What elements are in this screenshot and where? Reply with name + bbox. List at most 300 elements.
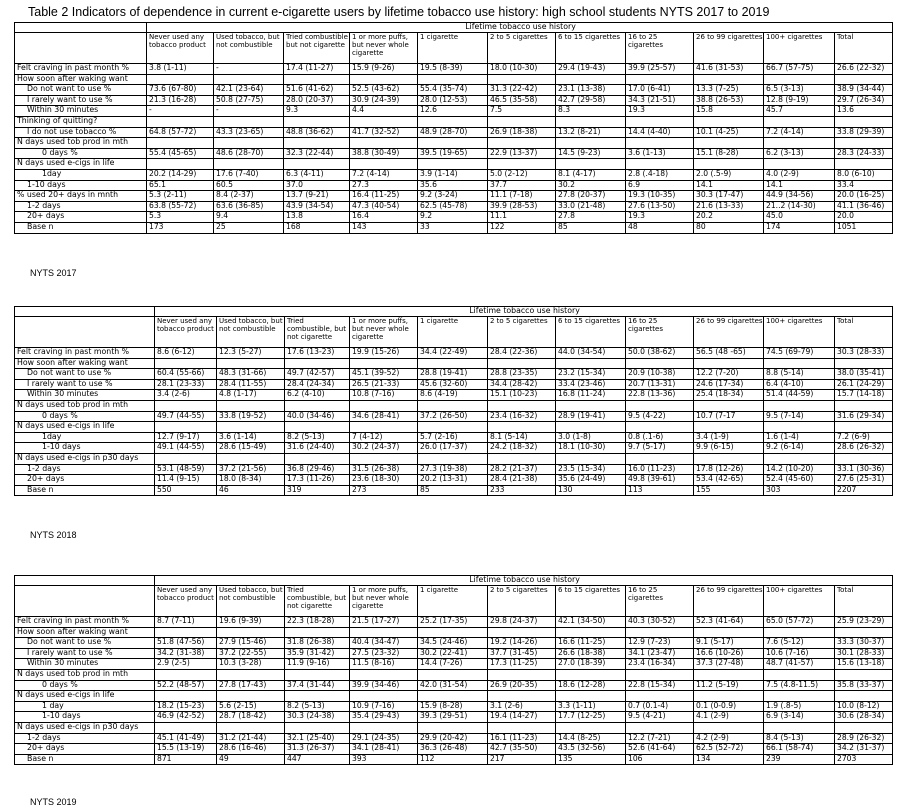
table-cell: 29.7 (26-34) [835, 95, 893, 106]
table-cell: 28.6 (16-46) [217, 744, 285, 755]
row-label: N days used e-cigs in p30 days [15, 453, 155, 464]
table-cell: 33.4 (23-46) [556, 379, 626, 390]
table-row [15, 358, 893, 369]
table-cell [418, 358, 488, 369]
table-cell [350, 669, 418, 680]
table-cell: 23.2 (15-34) [556, 369, 626, 380]
table-cell: 3.1 (2-6) [488, 701, 556, 712]
table-cell: 30.9 (24-39) [350, 95, 418, 106]
table-cell: 11.4 (9-15) [155, 475, 217, 486]
table-cell: 26.6 (22-32) [835, 64, 893, 75]
table-cell: 28.0 (12-53) [418, 95, 488, 106]
table-cell: 8.0 (6-10) [835, 169, 893, 180]
table-cell: 19.3 [626, 106, 694, 117]
table-cell: 42.1 (34-50) [556, 617, 626, 628]
table-cell: 18.1 (10-30) [556, 443, 626, 454]
table-cell: 51.8 (47-56) [155, 638, 217, 649]
table-cell [155, 722, 217, 733]
table-cell: 18.2 (15-23) [155, 701, 217, 712]
table-cell: 15.8 [694, 106, 764, 117]
table-cell: 44.0 (34-54) [556, 348, 626, 359]
table-cell [835, 74, 893, 85]
table-row [15, 212, 893, 223]
row-label: 1-2 days [15, 464, 155, 475]
table-cell: 45.6 (32-60) [418, 379, 488, 390]
table-cell: 10.3 (3-28) [217, 659, 285, 670]
table-cell: 28.1 (23-33) [155, 379, 217, 390]
table-cell [488, 400, 556, 411]
table-cell: 53.1 (48-59) [155, 464, 217, 475]
table-cell: 44.9 (34-56) [764, 191, 835, 202]
table-cell: 52.5 (43-62) [350, 85, 418, 96]
table-cell: 60.5 [214, 180, 284, 191]
corner-cell [15, 23, 147, 33]
table-cell: 39.9 (25-57) [626, 64, 694, 75]
table-cell: 9.5 (7-14) [764, 411, 835, 422]
table-cell [488, 116, 556, 127]
table-cell: 65.0 (57-72) [764, 617, 835, 628]
table-row [15, 390, 893, 401]
table-cell: 21.3 (16-28) [147, 95, 214, 106]
table-cell: 14.2 (10-20) [764, 464, 835, 475]
row-label: 1-2 days [15, 201, 147, 212]
table-cell [350, 116, 418, 127]
table-cell: 30.2 (22-41) [418, 648, 488, 659]
table-row [15, 453, 893, 464]
table-cell: 10.0 (8-12) [835, 701, 893, 712]
table-cell: 22.3 (18-28) [285, 617, 350, 628]
table-cell: 38.0 (35-41) [835, 369, 893, 380]
table-cell [556, 74, 626, 85]
column-header: 6 to 15 cigarettes [556, 317, 626, 348]
table-cell [694, 691, 764, 702]
table-cell: 48.8 (36-62) [284, 127, 350, 138]
table-cell: 9.5 (4-22) [626, 411, 694, 422]
table-cell [285, 400, 350, 411]
table-cell: 8.7 (7-11) [155, 617, 217, 628]
column-header: 16 to 25 cigarettes [626, 317, 694, 348]
table-cell [764, 669, 835, 680]
table-cell: 26.9 (20-35) [488, 680, 556, 691]
table-cell: 31.6 (24-40) [285, 443, 350, 454]
table-cell [626, 159, 694, 170]
table-cell: 871 [155, 754, 217, 765]
table-cell: 130 [556, 485, 626, 496]
column-header: Total [835, 586, 893, 617]
table-cell [488, 691, 556, 702]
table-cell: 9.5 (4-21) [626, 712, 694, 723]
table-cell: 43.9 (34-54) [284, 201, 350, 212]
table-cell: 56.5 (48 -65) [694, 348, 764, 359]
table-row [15, 379, 893, 390]
table-cell [155, 669, 217, 680]
table-cell [147, 159, 214, 170]
table-cell [694, 138, 764, 149]
table-cell: 17.7 (12-25) [556, 712, 626, 723]
table-row [15, 348, 893, 359]
table-cell [556, 400, 626, 411]
table-cell: 9.1 (5-17) [694, 638, 764, 649]
table-row [15, 443, 893, 454]
table-cell: 35.6 (24-49) [556, 475, 626, 486]
row-label: 1-2 days [15, 733, 155, 744]
table-cell: 33.3 (30-37) [835, 638, 893, 649]
table-cell: 10.6 (7-16) [764, 648, 835, 659]
table-row [15, 691, 893, 702]
table-cell: - [147, 106, 214, 117]
table-cell [626, 669, 694, 680]
table-cell: 28.6 (26-32) [835, 443, 893, 454]
row-label: 0 days % [15, 680, 155, 691]
table-cell [350, 358, 418, 369]
table-cell: 38.8 (26-53) [694, 95, 764, 106]
table-cell: 3.6 (1-13) [626, 148, 694, 159]
table-cell: 16.6 (11-25) [556, 638, 626, 649]
row-label: Thinking of quitting? [15, 116, 147, 127]
table-cell: 49.7 (44-55) [155, 411, 217, 422]
table-cell: 2207 [835, 485, 893, 496]
column-header: 6 to 15 cigarettes [556, 33, 626, 64]
table-cell [284, 159, 350, 170]
row-label: Base n [15, 485, 155, 496]
table-cell: 29.8 (24-37) [488, 617, 556, 628]
table-cell: 3.8 (1-11) [147, 64, 214, 75]
table-cell: 19.2 (14-26) [488, 638, 556, 649]
table-row [15, 400, 893, 411]
table-cell: 29.4 (19-43) [556, 64, 626, 75]
row-label: Do not want to use % [15, 369, 155, 380]
column-header: 26 to 99 cigarettes [694, 33, 764, 64]
table-cell: 8.1 (5-14) [488, 432, 556, 443]
table-cell [694, 722, 764, 733]
table-cell: 16.0 (11-23) [626, 464, 694, 475]
table-cell: 9.9 (6-15) [694, 443, 764, 454]
table-cell [694, 453, 764, 464]
table-cell: 1.9 (.8-5) [764, 701, 835, 712]
table-cell [147, 116, 214, 127]
row-label: 1day [15, 432, 155, 443]
table-cell [418, 627, 488, 638]
table-cell: 31.3 (26-37) [285, 744, 350, 755]
table-cell: 31.8 (26-38) [285, 638, 350, 649]
group-header: Lifetime tobacco use history [155, 307, 893, 317]
table-cell: 52.6 (41-64) [626, 744, 694, 755]
table-cell: 85 [556, 222, 626, 233]
column-header-row [15, 317, 893, 348]
row-label: 1day [15, 169, 147, 180]
column-header-row [15, 586, 893, 617]
table-cell: 42.1 (23-64) [214, 85, 284, 96]
table-cell: 73.6 (67-80) [147, 85, 214, 96]
table-cell [217, 722, 285, 733]
table-cell [214, 138, 284, 149]
table-cell: 15.1 (8-28) [694, 148, 764, 159]
table-cell: 28.9 (19-41) [556, 411, 626, 422]
row-label: I rarely want to use % [15, 648, 155, 659]
table-cell: 42.7 (35-50) [488, 744, 556, 755]
column-header-row [15, 33, 893, 64]
table-cell: 113 [626, 485, 694, 496]
row-label: How soon after waking want [15, 627, 155, 638]
table-cell: 143 [350, 222, 418, 233]
table-cell: 14.4 (8-25) [556, 733, 626, 744]
table-row [15, 191, 893, 202]
table-cell: 447 [285, 754, 350, 765]
table-cell [556, 358, 626, 369]
table-cell: 33.4 [835, 180, 893, 191]
table-cell: 17.4 (11-27) [284, 64, 350, 75]
table-cell [764, 722, 835, 733]
table-cell: 26.6 (18-38) [556, 648, 626, 659]
table-cell [835, 159, 893, 170]
table-cell: 19.4 (14-27) [488, 712, 556, 723]
table-cell: 49 [217, 754, 285, 765]
table-cell: 55.4 (35-74) [418, 85, 488, 96]
table-cell: 34.1 (23-47) [626, 648, 694, 659]
table-cell: 42.0 (31-54) [418, 680, 488, 691]
table-cell: 11.9 (9-16) [285, 659, 350, 670]
table-cell: 13.3 (7-25) [694, 85, 764, 96]
table-cell: 30.6 (28-34) [835, 712, 893, 723]
table-cell: 49.7 (42-57) [285, 369, 350, 380]
table-cell: 7.2 (4-14) [764, 127, 835, 138]
table-cell [418, 138, 488, 149]
table-cell: 62.5 (45-78) [418, 201, 488, 212]
row-label: I do not use tobacco % [15, 127, 147, 138]
table-row [15, 669, 893, 680]
table-cell: 393 [350, 754, 418, 765]
table-cell: 5.3 (2-11) [147, 191, 214, 202]
table-cell: 27.9 (15-46) [217, 638, 285, 649]
corner-cell [15, 317, 155, 348]
table-cell [694, 358, 764, 369]
table-cell: 135 [556, 754, 626, 765]
table-cell [694, 422, 764, 433]
table-cell: 28.7 (18-42) [217, 712, 285, 723]
column-header: Never used any tobacco product [155, 317, 217, 348]
table-cell: 49.1 (44-55) [155, 443, 217, 454]
table-cell: 20.9 (10-38) [626, 369, 694, 380]
table-cell: 48.7 (41-57) [764, 659, 835, 670]
table-cell: 23.5 (15-34) [556, 464, 626, 475]
table-cell: 23.1 (13-38) [556, 85, 626, 96]
table-cell [418, 116, 488, 127]
table-cell: 53.4 (42-65) [694, 475, 764, 486]
table-cell: 14.4 (7-26) [418, 659, 488, 670]
column-header: 6 to 15 cigarettes [556, 586, 626, 617]
table-cell: 5.6 (2-15) [217, 701, 285, 712]
table-cell [418, 722, 488, 733]
table-cell: 4.8 (1-17) [217, 390, 285, 401]
table-cell [626, 453, 694, 464]
row-label: Felt craving in past month % [15, 617, 155, 628]
column-header: 1 cigarette [418, 33, 488, 64]
table-cell [350, 627, 418, 638]
table-cell: 34.5 (24-46) [418, 638, 488, 649]
table-cell: 0.8 (.1-6) [626, 432, 694, 443]
table-cell: 28.4 (11-55) [217, 379, 285, 390]
table-cell [764, 159, 835, 170]
table-cell: 19.5 (8-39) [418, 64, 488, 75]
table-row [15, 627, 893, 638]
table-cell [488, 722, 556, 733]
table-cell: 28.4 (22-36) [488, 348, 556, 359]
table-row [15, 64, 893, 75]
table-cell: 30.2 [556, 180, 626, 191]
table-cell: 8.2 (5-13) [285, 432, 350, 443]
table-cell [835, 627, 893, 638]
table-cell: 30.3 (28-33) [835, 348, 893, 359]
row-label: Felt craving in past month % [15, 64, 147, 75]
table-cell [147, 74, 214, 85]
row-label: I rarely want to use % [15, 379, 155, 390]
table-cell [764, 358, 835, 369]
table-cell: 52.3 (41-64) [694, 617, 764, 628]
table-cell: 34.1 (28-41) [350, 744, 418, 755]
table-row [15, 722, 893, 733]
table-cell: 4.4 [350, 106, 418, 117]
table-cell [418, 453, 488, 464]
table-cell: 21.6 (13-33) [694, 201, 764, 212]
table-row [15, 201, 893, 212]
table-cell: 2.8 (.4-18) [626, 169, 694, 180]
table-cell [764, 422, 835, 433]
table-cell [418, 691, 488, 702]
table-cell [626, 116, 694, 127]
column-header: 2 to 5 cigarettes [488, 317, 556, 348]
table-footer: NYTS 2017 [30, 268, 77, 278]
table-row [15, 95, 893, 106]
table-cell: 41.6 (31-53) [694, 64, 764, 75]
table-cell: 33.1 (30-36) [835, 464, 893, 475]
table-cell [835, 422, 893, 433]
table-cell: 17.3 (11-26) [285, 475, 350, 486]
table-cell: 155 [694, 485, 764, 496]
table-cell: 12.6 [418, 106, 488, 117]
column-header: Total [835, 317, 893, 348]
table-cell: 48 [626, 222, 694, 233]
table-cell [488, 627, 556, 638]
table-cell: 29.1 (24-35) [350, 733, 418, 744]
column-header: 100+ cigarettes [764, 317, 835, 348]
table-cell: 37.2 (26-50) [418, 411, 488, 422]
table-cell: 5.0 (2-12) [488, 169, 556, 180]
table-cell: 28.2 (21-37) [488, 464, 556, 475]
table-cell: 239 [764, 754, 835, 765]
table-cell: 0.1 (0-0.9) [694, 701, 764, 712]
table-cell: 16.4 (11-25) [350, 191, 418, 202]
table-cell: 52.2 (48-57) [155, 680, 217, 691]
table-cell: 15.9 (9-26) [350, 64, 418, 75]
table-cell: 9.4 [214, 212, 284, 223]
row-label: N days used e-cigs in life [15, 159, 147, 170]
column-header: Total [835, 33, 893, 64]
table-cell: 6.4 (4-10) [764, 379, 835, 390]
column-header: Used tobacco, but not combustible [217, 317, 285, 348]
table-row [15, 617, 893, 628]
row-label: 1 day [15, 701, 155, 712]
table-cell: 14.4 (4-40) [626, 127, 694, 138]
table-cell: 27.3 (19-38) [418, 464, 488, 475]
table-cell: 19.9 (15-26) [350, 348, 418, 359]
table-cell [214, 116, 284, 127]
table-row [15, 733, 893, 744]
table-cell: 31.3 (22-42) [488, 85, 556, 96]
table-cell: 37.2 (22-55) [217, 648, 285, 659]
table-cell [556, 627, 626, 638]
table-row [15, 638, 893, 649]
table-cell: - [214, 106, 284, 117]
table-cell: 28.4 (24-34) [285, 379, 350, 390]
table-cell: 18.0 (8-34) [217, 475, 285, 486]
table-cell: 35.8 (33-37) [835, 680, 893, 691]
table-cell: 7.6 (5-12) [764, 638, 835, 649]
column-header: 16 to 25 cigarettes [626, 33, 694, 64]
table-cell: 2703 [835, 754, 893, 765]
table-footer: NYTS 2019 [30, 797, 77, 807]
table-cell: 13.8 [284, 212, 350, 223]
table-cell: 273 [350, 485, 418, 496]
column-header: 2 to 5 cigarettes [488, 33, 556, 64]
table-cell: - [214, 64, 284, 75]
table-cell: 5.3 [147, 212, 214, 223]
table-cell: 26.5 (21-33) [350, 379, 418, 390]
column-header: Used tobacco, but not combustible [217, 586, 285, 617]
table-cell [764, 116, 835, 127]
table-cell: 8.1 (4-17) [556, 169, 626, 180]
table-cell: 8.3 [556, 106, 626, 117]
row-label: Within 30 minutes [15, 659, 155, 670]
table-cell: 46 [217, 485, 285, 496]
table-cell: 48.6 (28-70) [214, 148, 284, 159]
row-label: 1-10 days [15, 712, 155, 723]
table-cell: 174 [764, 222, 835, 233]
table-cell: 34.3 (21-51) [626, 95, 694, 106]
row-label: Do not want to use % [15, 638, 155, 649]
table-cell [694, 627, 764, 638]
table-cell: 43.5 (32-56) [556, 744, 626, 755]
table-row [15, 85, 893, 96]
row-label: 0 days % [15, 411, 155, 422]
row-label: 1-10 days [15, 180, 147, 191]
table-cell [284, 74, 350, 85]
table-row [15, 754, 893, 765]
table-cell: 47.3 (40-54) [350, 201, 418, 212]
table-cell: 10.1 (4-25) [694, 127, 764, 138]
table-cell: 74.5 (69-79) [764, 348, 835, 359]
table-cell: 8.6 (6-12) [155, 348, 217, 359]
table-cell [694, 74, 764, 85]
table-cell [626, 691, 694, 702]
row-label: N days used tob prod in mth [15, 669, 155, 680]
table-cell: 63.8 (55-72) [147, 201, 214, 212]
table-cell [214, 74, 284, 85]
table-cell: 10.9 (7-16) [350, 701, 418, 712]
table-cell: 7.2 (6-9) [835, 432, 893, 443]
table-row [15, 180, 893, 191]
table-cell: 21..2 (14-30) [764, 201, 835, 212]
table-cell [626, 358, 694, 369]
table-cell: 6.3 (4-11) [284, 169, 350, 180]
table-cell [418, 400, 488, 411]
table-cell: 12.7 (9-17) [155, 432, 217, 443]
table-cell: 34.4 (28-42) [488, 379, 556, 390]
table-cell: 12.3 (5-27) [217, 348, 285, 359]
column-header: 100+ cigarettes [764, 586, 835, 617]
table-cell [694, 669, 764, 680]
table-cell [418, 74, 488, 85]
table-row [15, 712, 893, 723]
